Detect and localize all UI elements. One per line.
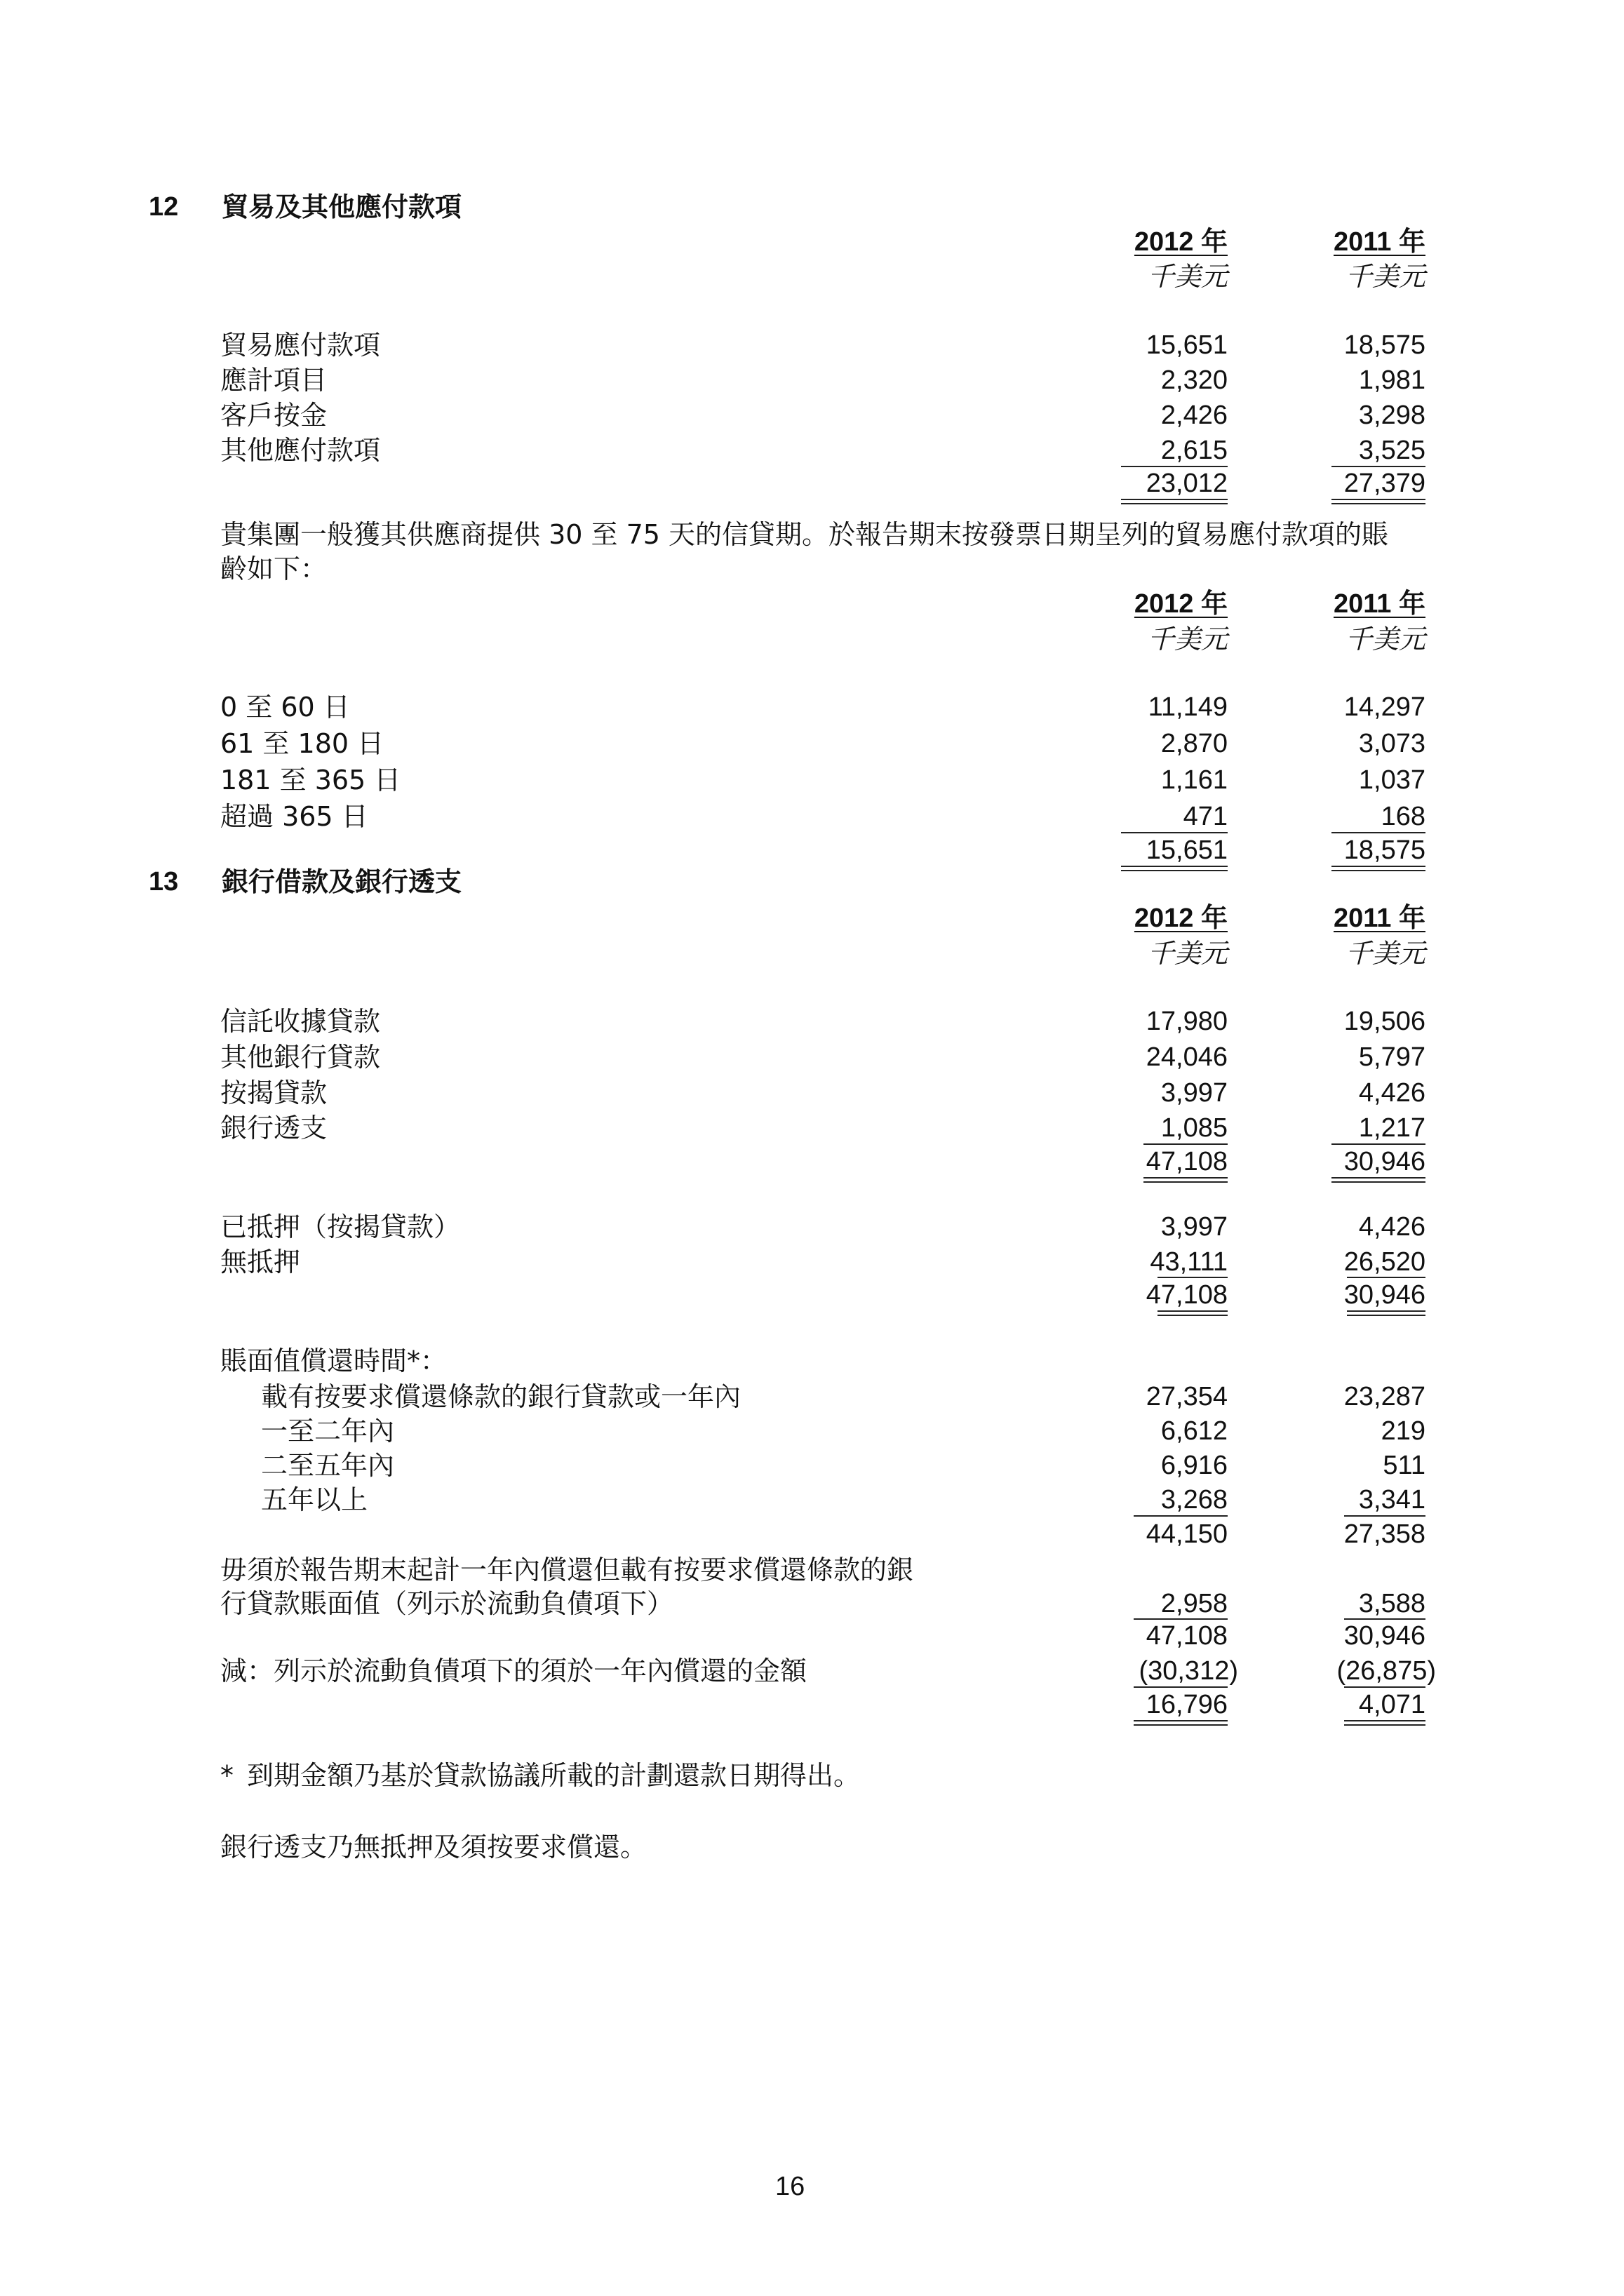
unsecured-2011: 26,520 [1343, 1247, 1425, 1277]
total-2012: 47,108 [1146, 1147, 1228, 1176]
total-rule [1331, 870, 1425, 871]
header-2011: 2011 年 [1334, 589, 1425, 619]
row-value-2012: 2,426 [1160, 401, 1228, 430]
non-current-2012: 16,796 [1146, 1690, 1228, 1719]
repayment-2012: 3,268 [1160, 1485, 1228, 1515]
row-value-2011: 18,575 [1343, 330, 1425, 360]
aging-paragraph-line-2: 齡如下： [220, 553, 328, 584]
aging-value-2012: 1,161 [1160, 765, 1228, 795]
row-label: 其他銀行貸款 [220, 1042, 381, 1073]
row-value-2012: 24,046 [1146, 1042, 1228, 1072]
total-2011: 27,379 [1343, 469, 1425, 498]
repayment-subtotal-2011: 27,358 [1343, 1519, 1425, 1549]
total-rule [1344, 1724, 1425, 1726]
total-rule [1121, 870, 1228, 871]
footnote-text: 到期金額乃基於貸款協議所載的計劃還款日期得出。 [247, 1760, 861, 1791]
aging-paragraph-line-1: 貴集團一般獲其供應商提供 30 至 75 天的信貸期。於報告期末按發票日期呈列的貿易應付款項的賬 [220, 519, 1389, 550]
footnote-marker: * [220, 1760, 234, 1791]
row-value-2011: 5,797 [1358, 1042, 1425, 1072]
subtotal-rule [1134, 1618, 1228, 1620]
sum-2012: 47,108 [1146, 1621, 1228, 1651]
subtotal-rule [1134, 1515, 1228, 1517]
subtotal-rule [1331, 466, 1425, 467]
subtotal-rule [1157, 1277, 1228, 1278]
header-2011: 2011 年 [1334, 227, 1425, 257]
repayment-2011: 511 [1383, 1451, 1425, 1480]
repayment-2012: 27,354 [1146, 1382, 1228, 1411]
total-rule [1347, 1315, 1425, 1316]
secured-2012: 3,997 [1160, 1212, 1228, 1242]
total-rule [1331, 866, 1425, 867]
row-value-2012: 17,980 [1146, 1007, 1228, 1036]
less-current-2011: (26,875) [1336, 1656, 1436, 1686]
row-value-2012: 3,997 [1160, 1078, 1228, 1108]
section-12-title: 貿易及其他應付款項 [222, 192, 462, 222]
aging-value-2011: 1,037 [1358, 765, 1425, 795]
repayment-2011: 3,341 [1358, 1485, 1425, 1515]
aging-value-2012: 11,149 [1148, 692, 1228, 722]
aging-total-2011: 18,575 [1343, 835, 1425, 865]
total-2011: 30,946 [1343, 1147, 1425, 1176]
row-value-2012: 2,615 [1160, 436, 1228, 465]
aging-value-2012: 2,870 [1160, 729, 1228, 758]
row-label: 客戶按金 [220, 400, 328, 431]
less-current-label: 減：列示於流動負債項下的須於一年內償還的金額 [220, 1656, 807, 1686]
total-rule [1331, 503, 1425, 504]
unsecured-2012: 43,111 [1150, 1247, 1228, 1277]
aging-label: 61 至 180 日 [220, 728, 384, 759]
total-2012: 23,012 [1146, 469, 1228, 498]
aging-total-2012: 15,651 [1146, 835, 1228, 865]
repayment-title: 賬面值償還時間*： [220, 1345, 448, 1376]
subtotal-rule [1344, 1515, 1425, 1517]
unit-2012: 千美元 [1147, 262, 1228, 292]
subtotal-rule [1344, 1618, 1425, 1620]
unsecured-label: 無抵押 [220, 1247, 301, 1277]
row-value-2012: 1,085 [1160, 1113, 1228, 1143]
aging-label: 超過 365 日 [220, 801, 368, 832]
total-rule [1121, 866, 1228, 867]
total-rule [1134, 1720, 1228, 1721]
repayment-2011: 219 [1381, 1416, 1425, 1446]
unit-2011: 千美元 [1345, 939, 1425, 969]
subtotal-rule [1331, 1143, 1425, 1145]
aging-label: 181 至 365 日 [220, 765, 401, 795]
repayment-label: 一至二年內 [261, 1416, 395, 1446]
aging-value-2011: 168 [1381, 802, 1425, 831]
repayment-label: 載有按要求償還條款的銀行貸款或一年內 [261, 1381, 741, 1412]
row-value-2011: 3,525 [1358, 436, 1425, 465]
not-due-label-line-1: 毋須於報告期末起計一年內償還但載有按要求償還條款的銀 [220, 1555, 914, 1585]
secured-label: 已抵押（按揭貸款） [220, 1211, 461, 1242]
not-due-2011: 3,588 [1358, 1589, 1425, 1618]
subtotal-rule [1134, 1686, 1228, 1688]
subtotal-rule [1331, 832, 1425, 833]
total-rule [1331, 1177, 1425, 1179]
total-rule [1121, 499, 1228, 500]
header-2012: 2012 年 [1134, 589, 1228, 619]
subtotal-rule [1344, 1686, 1425, 1688]
header-2012: 2012 年 [1134, 904, 1228, 933]
row-value-2012: 15,651 [1146, 330, 1228, 360]
repayment-2011: 23,287 [1343, 1382, 1425, 1411]
secured-2011: 4,426 [1358, 1212, 1425, 1242]
row-label: 按揭貸款 [220, 1077, 328, 1108]
repayment-2012: 6,612 [1160, 1416, 1228, 1446]
unit-2012: 千美元 [1147, 939, 1228, 969]
row-value-2012: 2,320 [1160, 365, 1228, 395]
subtotal-rule [1121, 466, 1228, 467]
row-value-2011: 1,217 [1358, 1113, 1425, 1143]
unit-2011: 千美元 [1345, 262, 1425, 292]
less-current-2012: (30,312) [1139, 1656, 1238, 1686]
section-13-title: 銀行借款及銀行透支 [222, 866, 462, 897]
repayment-subtotal-2012: 44,150 [1146, 1519, 1228, 1549]
total-rule [1157, 1315, 1228, 1316]
total-rule [1157, 1310, 1228, 1312]
total-rule [1344, 1720, 1425, 1721]
row-value-2011: 1,981 [1358, 365, 1425, 395]
row-value-2011: 3,298 [1358, 401, 1425, 430]
overdraft-note: 銀行透支乃無抵押及須按要求償還。 [220, 1832, 647, 1862]
repayment-label: 二至五年內 [261, 1450, 395, 1481]
total-rule [1347, 1310, 1425, 1312]
not-due-2012: 2,958 [1160, 1589, 1228, 1618]
aging-value-2011: 3,073 [1358, 729, 1425, 758]
header-2012: 2012 年 [1134, 227, 1228, 257]
row-value-2011: 19,506 [1343, 1007, 1425, 1036]
subtotal-rule [1121, 832, 1228, 833]
not-due-label-line-2: 行貸款賬面值（列示於流動負債項下） [220, 1588, 674, 1619]
aging-value-2011: 14,297 [1343, 692, 1425, 722]
subtotal-rule [1143, 1143, 1228, 1145]
row-label: 信託收據貸款 [220, 1006, 381, 1037]
sum-2011: 30,946 [1343, 1621, 1425, 1651]
repayment-2012: 6,916 [1160, 1451, 1228, 1480]
aging-label: 0 至 60 日 [220, 692, 350, 723]
total-rule [1331, 499, 1425, 500]
section-13-number: 13 [149, 867, 179, 897]
subtotal-rule [1347, 1277, 1425, 1278]
repayment-label: 五年以上 [261, 1484, 368, 1515]
row-label: 其他應付款項 [220, 435, 381, 466]
total-rule [1331, 1181, 1425, 1183]
aging-value-2012: 471 [1183, 802, 1228, 831]
secured-total-2011: 30,946 [1343, 1280, 1425, 1310]
row-label: 銀行透支 [220, 1113, 328, 1143]
row-label: 貿易應付款項 [220, 330, 381, 361]
row-label: 應計項目 [220, 365, 328, 396]
non-current-2011: 4,071 [1358, 1690, 1425, 1719]
total-rule [1143, 1177, 1228, 1179]
header-2011: 2011 年 [1334, 904, 1425, 933]
unit-2012: 千美元 [1147, 625, 1228, 654]
total-rule [1143, 1181, 1228, 1183]
secured-total-2012: 47,108 [1146, 1280, 1228, 1310]
total-rule [1134, 1724, 1228, 1726]
row-value-2011: 4,426 [1358, 1078, 1425, 1108]
unit-2011: 千美元 [1345, 625, 1425, 654]
page-number: 16 [775, 2172, 805, 2201]
section-12-number: 12 [149, 192, 179, 222]
total-rule [1121, 503, 1228, 504]
